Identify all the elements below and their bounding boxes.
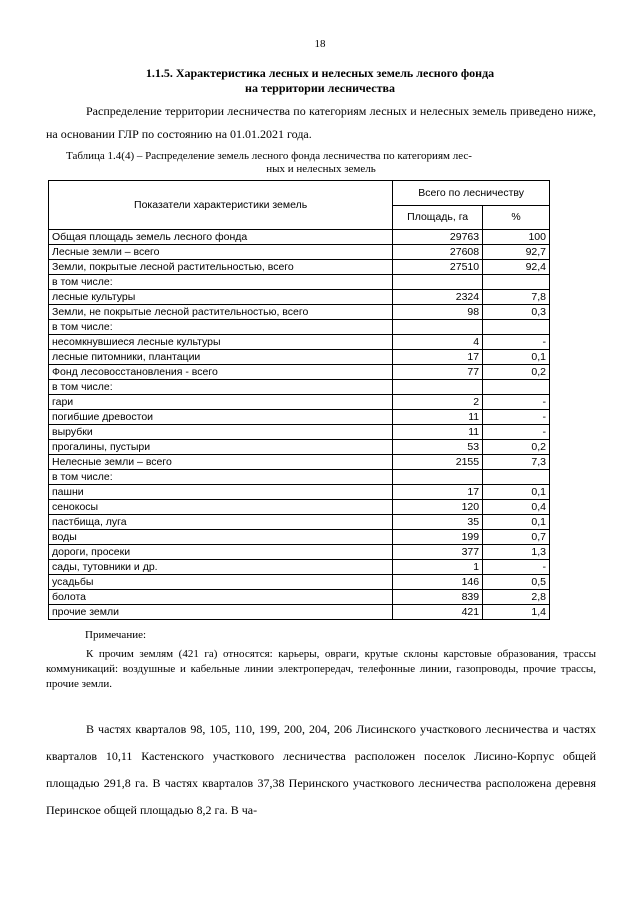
table-row <box>49 350 550 365</box>
row-label: сады, тутовники и др. <box>49 560 393 575</box>
table-row <box>49 500 550 515</box>
header-indicator: Показатели характеристики земель <box>49 181 393 230</box>
row-percent: - <box>483 395 550 410</box>
table-row <box>49 305 550 320</box>
row-percent <box>483 470 550 485</box>
row-percent: 0,1 <box>483 350 550 365</box>
table-row <box>49 530 550 545</box>
row-area: 35 <box>393 515 483 530</box>
row-area: 11 <box>393 410 483 425</box>
row-label: в том числе: <box>49 470 393 485</box>
row-percent: 0,5 <box>483 575 550 590</box>
table-row <box>49 290 550 305</box>
row-percent: 0,2 <box>483 440 550 455</box>
row-label: Общая площадь земель лесного фонда <box>49 230 393 245</box>
row-label: Земли, не покрытые лесной растительностью, всего <box>49 305 393 320</box>
table-row <box>49 260 550 275</box>
row-percent: - <box>483 410 550 425</box>
table-row <box>49 275 550 290</box>
row-percent: 100 <box>483 230 550 245</box>
row-label: погибшие древостои <box>49 410 393 425</box>
row-label: в том числе: <box>49 320 393 335</box>
header-area: Площадь, га <box>393 205 483 230</box>
row-label: несомкнувшиеся лесные культуры <box>49 335 393 350</box>
row-area: 98 <box>393 305 483 320</box>
row-percent: 0,4 <box>483 500 550 515</box>
row-area: 29763 <box>393 230 483 245</box>
row-area: 11 <box>393 425 483 440</box>
row-percent: - <box>483 425 550 440</box>
row-area <box>393 275 483 290</box>
row-percent: - <box>483 335 550 350</box>
row-area: 377 <box>393 545 483 560</box>
row-percent: - <box>483 560 550 575</box>
table-row <box>49 245 550 260</box>
header-total: Всего по лесничеству <box>393 181 550 206</box>
row-label: прогалины, пустыри <box>49 440 393 455</box>
row-label: Фонд лесовосстановления - всего <box>49 365 393 380</box>
row-area: 199 <box>393 530 483 545</box>
row-label: в том числе: <box>49 380 393 395</box>
table-row <box>49 335 550 350</box>
section-title <box>0 66 640 96</box>
land-categories-table <box>48 180 550 620</box>
row-area: 77 <box>393 365 483 380</box>
table-row <box>49 485 550 500</box>
row-area: 839 <box>393 590 483 605</box>
row-percent: 1,4 <box>483 605 550 620</box>
intro-paragraph: Распределение территории лесничества по категориям лесных и нелесных земель приведено ниже, на основании ГЛР по состоянию на 01.01.2021 года. <box>46 104 596 141</box>
row-label: Земли, покрытые лесной растительностью, всего <box>49 260 393 275</box>
row-area: 421 <box>393 605 483 620</box>
table-row <box>49 515 550 530</box>
row-label: лесные культуры <box>49 290 393 305</box>
row-label: в том числе: <box>49 275 393 290</box>
section-title-line-2: на территории лесничества <box>245 81 395 95</box>
row-percent: 7,3 <box>483 455 550 470</box>
row-label: Лесные земли – всего <box>49 245 393 260</box>
row-label: пашни <box>49 485 393 500</box>
row-area: 27510 <box>393 260 483 275</box>
table-row <box>49 575 550 590</box>
row-label: усадьбы <box>49 575 393 590</box>
row-area <box>393 470 483 485</box>
row-label: вырубки <box>49 425 393 440</box>
row-area: 53 <box>393 440 483 455</box>
row-area <box>393 320 483 335</box>
table-caption-line-2: ных и нелесных земель <box>266 163 376 175</box>
row-area <box>393 380 483 395</box>
row-area: 1 <box>393 560 483 575</box>
table-row <box>49 545 550 560</box>
row-percent <box>483 275 550 290</box>
row-area: 120 <box>393 500 483 515</box>
row-percent: 7,8 <box>483 290 550 305</box>
note-title: Примечание: <box>85 629 147 641</box>
row-percent: 0,2 <box>483 365 550 380</box>
row-area: 17 <box>393 350 483 365</box>
table-row <box>49 410 550 425</box>
row-percent: 92,4 <box>483 260 550 275</box>
table-caption-line-1: Таблица 1.4(4) – Распределение земель лесного фонда лесничества по категориям лес- <box>66 150 472 162</box>
row-percent: 1,3 <box>483 545 550 560</box>
page-number: 18 <box>314 38 326 50</box>
table-row <box>49 455 550 470</box>
row-percent <box>483 380 550 395</box>
row-area: 2155 <box>393 455 483 470</box>
table-row <box>49 605 550 620</box>
row-label: воды <box>49 530 393 545</box>
row-label: гари <box>49 395 393 410</box>
row-label: прочие земли <box>49 605 393 620</box>
table-row <box>49 425 550 440</box>
table-row <box>49 380 550 395</box>
table-row <box>49 470 550 485</box>
row-area: 2 <box>393 395 483 410</box>
row-percent: 2,8 <box>483 590 550 605</box>
row-label: сенокосы <box>49 500 393 515</box>
row-percent: 0,7 <box>483 530 550 545</box>
table-row <box>49 230 550 245</box>
table-row <box>49 560 550 575</box>
row-label: Нелесные земли – всего <box>49 455 393 470</box>
row-area: 4 <box>393 335 483 350</box>
row-area: 17 <box>393 485 483 500</box>
note-text: К прочим землям (421 га) относятся: карьеры, овраги, крутые склоны карстовые образования, трассы коммуникаций: воздушные и кабельные линии электропередач, телефонные линии, газопроводы, прочие трассы, прочие земли. <box>46 648 596 690</box>
row-label: дороги, просеки <box>49 545 393 560</box>
row-percent: 0,1 <box>483 515 550 530</box>
table-row <box>49 395 550 410</box>
row-area: 27608 <box>393 245 483 260</box>
table-row <box>49 590 550 605</box>
table-row <box>49 365 550 380</box>
row-label: пастбища, луга <box>49 515 393 530</box>
row-area: 146 <box>393 575 483 590</box>
table-row <box>49 320 550 335</box>
closing-paragraph: В частях кварталов 98, 105, 110, 199, 200, 204, 206 Лисинского участкового лесничества и частях кварталов 10,11 Кастенского участкового лесничества расположен поселок Лисино-Корпус общей площадью 291,8 га. В частях кварталов 37,38 Перинского участкового лесничества расположена деревня Перинское общей площадью 8,2 га. В ча- <box>46 722 596 817</box>
row-label: болота <box>49 590 393 605</box>
row-percent: 92,7 <box>483 245 550 260</box>
table-caption <box>46 150 596 176</box>
row-label: лесные питомники, плантации <box>49 350 393 365</box>
row-percent: 0,3 <box>483 305 550 320</box>
table-row <box>49 440 550 455</box>
header-percent: % <box>483 205 550 230</box>
section-title-line-1: 1.1.5. Характеристика лесных и нелесных земель лесного фонда <box>145 66 495 80</box>
row-area: 2324 <box>393 290 483 305</box>
row-percent <box>483 320 550 335</box>
row-percent: 0,1 <box>483 485 550 500</box>
